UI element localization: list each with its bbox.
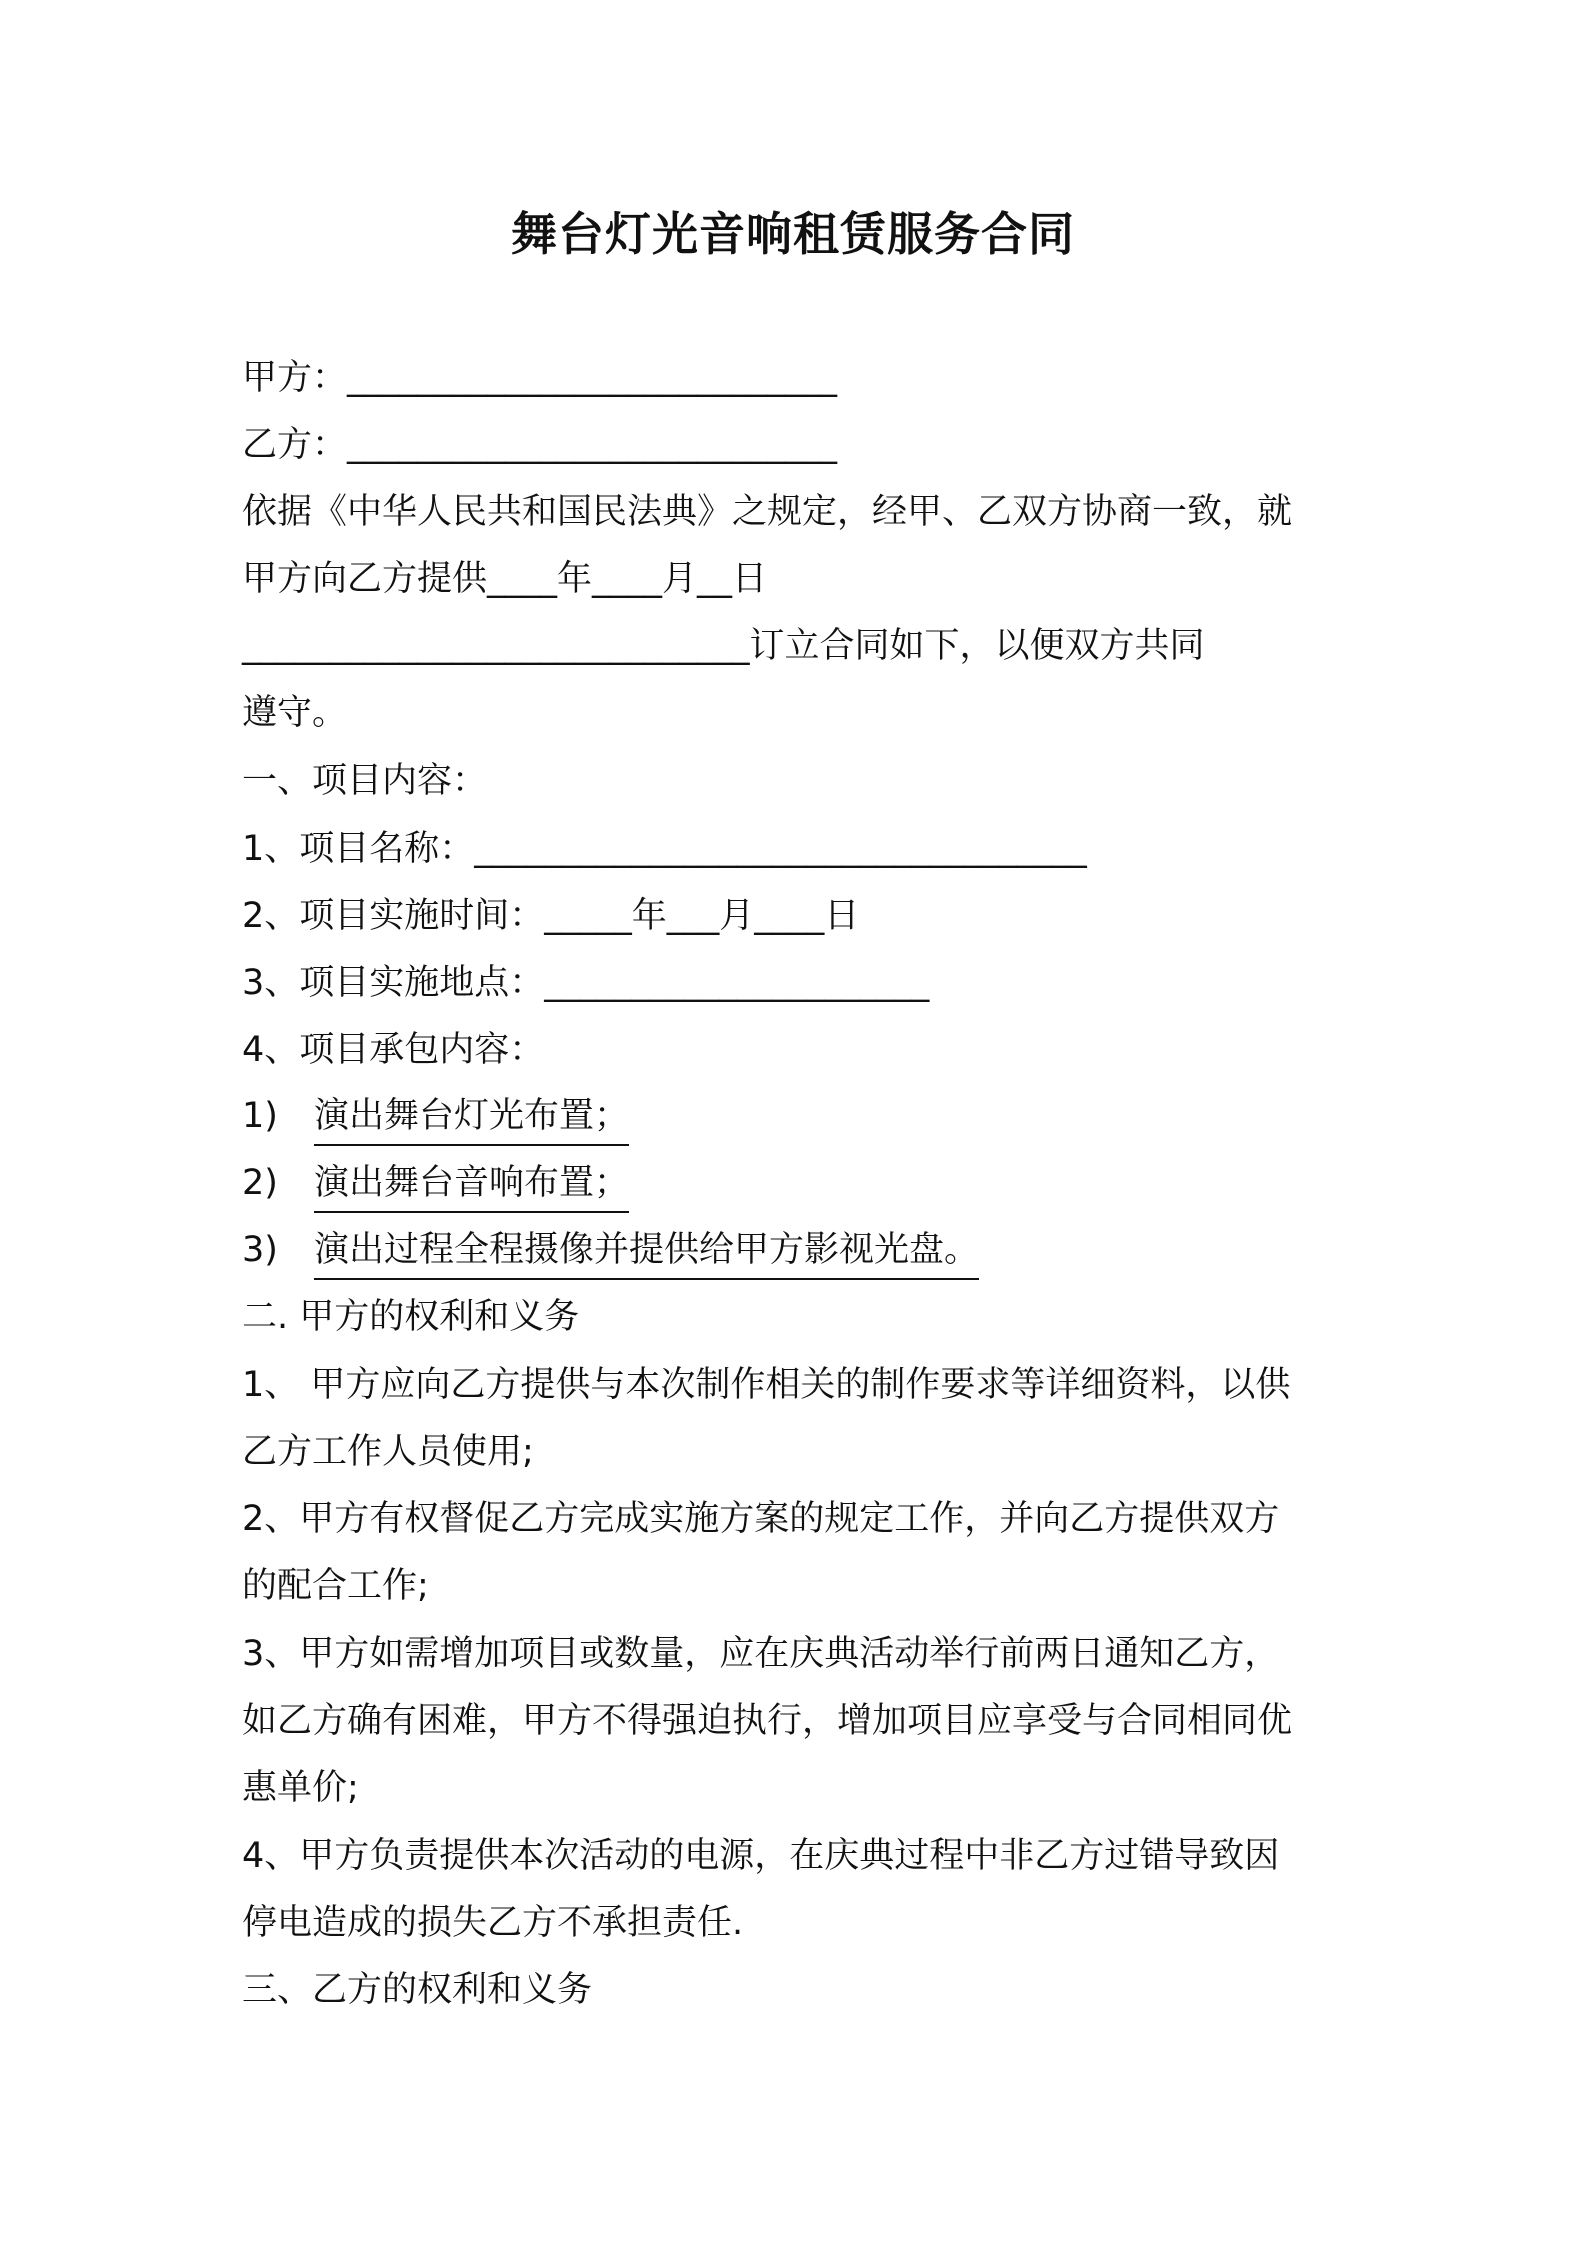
clause-2-1-line-2: 乙方工作人员使用; <box>242 1432 534 1472</box>
party-a-line: 甲方：____________________________ <box>242 358 838 398</box>
section-2-heading: 二. 甲方的权利和义务 <box>242 1297 580 1337</box>
clause-2-2-line-1: 2、甲方有权督促乙方完成实施方案的规定工作，并向乙方提供双方 <box>242 1499 1280 1539</box>
clause-2-3-line-2: 如乙方确有困难，甲方不得强迫执行，增加项目应享受与合同相同优 <box>242 1701 1293 1741</box>
clause-2-4-line-1: 4、甲方负责提供本次活动的电源，在庆典过程中非乙方过错导致因 <box>242 1836 1280 1876</box>
party-b-line: 乙方：____________________________ <box>242 425 838 465</box>
section-1-heading: 一、项目内容： <box>242 761 488 801</box>
preamble-line-1: 依据《中华人民共和国民法典》之规定，经甲、乙双方协商一致，就 <box>242 492 1293 532</box>
project-time-line: 2、项目实施时间：_____年___月____日 <box>242 896 860 936</box>
preamble-line-3: _____________________________订立合同如下，以便双方共同 <box>242 626 1205 666</box>
scope-item-number: 3) <box>242 1230 278 1270</box>
scope-item-text: 演出舞台灯光布置； <box>314 1092 629 1146</box>
scope-item-text: 演出过程全程摄像并提供给甲方影视光盘。 <box>314 1226 979 1280</box>
clause-2-2-line-2: 的配合工作; <box>242 1566 429 1606</box>
scope-item <box>242 1226 979 1280</box>
scope-item-number: 2) <box>242 1163 278 1203</box>
preamble-line-4: 遵守。 <box>242 693 348 733</box>
scope-item-text: 演出舞台音响布置； <box>314 1159 629 1213</box>
clause-2-4-line-2: 停电造成的损失乙方不承担责任. <box>242 1903 744 1943</box>
clause-2-3-line-3: 惠单价; <box>242 1768 359 1808</box>
project-name-line: 1、项目名称：___________________________________ <box>242 829 1087 869</box>
section-3-heading: 三、乙方的权利和义务 <box>242 1970 593 2010</box>
scope-item <box>242 1092 629 1146</box>
scope-item-number: 1) <box>242 1096 278 1136</box>
project-place-line: 3、项目实施地点：______________________ <box>242 963 930 1003</box>
scope-item <box>242 1159 629 1213</box>
project-scope-line: 4、项目承包内容： <box>242 1030 545 1070</box>
contract-title: 舞台灯光音响租赁服务合同 <box>511 207 1075 261</box>
clause-2-1-line-1: 1、 甲方应向乙方提供与本次制作相关的制作要求等详细资料，以供 <box>242 1365 1291 1405</box>
clause-2-3-line-1: 3、甲方如需增加项目或数量，应在庆典活动举行前两日通知乙方， <box>242 1634 1280 1674</box>
preamble-line-2: 甲方向乙方提供____年____月__日 <box>242 559 768 599</box>
